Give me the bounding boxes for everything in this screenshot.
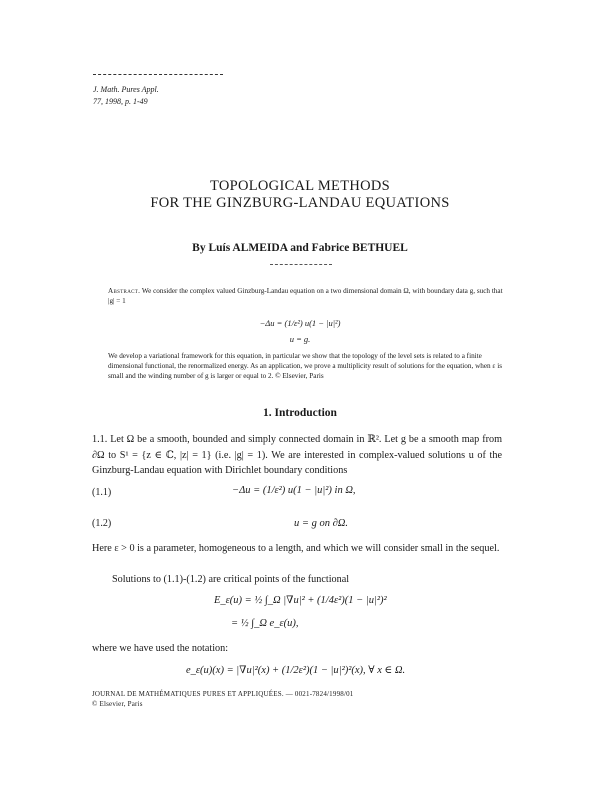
equation-number-1-1: (1.1) (92, 487, 112, 498)
abstract-text-1 (108, 286, 508, 306)
abstract-label: Abstract. (108, 287, 141, 295)
title-line-2: FOR THE GINZBURG-LANDAU EQUATIONS (150, 195, 450, 211)
footer-copyright: © Elsevier, Paris (92, 700, 143, 708)
footer-journal-line: JOURNAL DE MATHÉMATIQUES PURES ET APPLIQUÉES. — 0021-7824/1998/01 (92, 690, 354, 698)
authors: By Luís ALMEIDA and Fabrice BETHUEL (192, 242, 408, 254)
intro-paragraph-3: Solutions to (1.1)-(1.2) are critical points of the functional (112, 574, 350, 585)
energy-functional-line-2: = ½ ∫_Ω e_ε(u), (231, 618, 299, 629)
equation-number-1-2: (1.2) (92, 518, 112, 529)
section-title: 1. Introduction (263, 407, 337, 419)
abstract-body-2: We develop a variational framework for this equation, in particular we show that the topology of the level sets is related to a finite dimensional functional, the renormalized energy. As an application, we prove a multiplicity result of solutions for the equation, when ε is small and the winding number of g is larger or equal to 2. © Elsevier, Paris (108, 352, 503, 380)
energy-density-equation: e_ε(u)(x) = |∇u|²(x) + (1/2ε²)(1 − |u|²)²(x), ∀ x ∈ Ω. (186, 665, 406, 676)
abstract-equation-1: −Δu = (1/ε²) u(1 − |u|²) (259, 318, 341, 328)
intro-paragraph-4: where we have used the notation: (92, 643, 229, 654)
journal-volume: 77, 1998, p. 1-49 (93, 97, 148, 106)
equation-1-1: −Δu = (1/ε²) u(1 − |u|²) in Ω, (232, 485, 356, 496)
journal-name: J. Math. Pures Appl. (93, 85, 159, 94)
abstract-body-1: We consider the complex valued Ginzburg-Landau equation on a two dimensional domain Ω, with boundary data g, such that |g| = 1 (108, 287, 503, 305)
equation-1-2: u = g on ∂Ω. (294, 518, 348, 529)
title-line-1: TOPOLOGICAL METHODS (209, 178, 391, 194)
intro-paragraph-1: 1.1. Let Ω be a smooth, bounded and simply connected domain in ℝ². Let g be a smooth map from ∂Ω to S¹ = {z ∈ ℂ, |z| = 1} (i.e. |g| = 1). We are interested in complex-valued solutions u of the Ginzburg-Landau equation with Dirichlet boundary conditions (92, 434, 502, 476)
intro-paragraph-2: Here ε > 0 is a parameter, homogeneous to a length, and which we will consider small in the sequel. (92, 543, 500, 554)
header-rule (93, 74, 223, 75)
abstract-equation-2: u = g. (289, 334, 311, 344)
energy-functional-line-1: E_ε(u) = ½ ∫_Ω |∇u|² + (1/4ε²)(1 − |u|²)² (214, 595, 387, 606)
author-separator (270, 264, 332, 265)
